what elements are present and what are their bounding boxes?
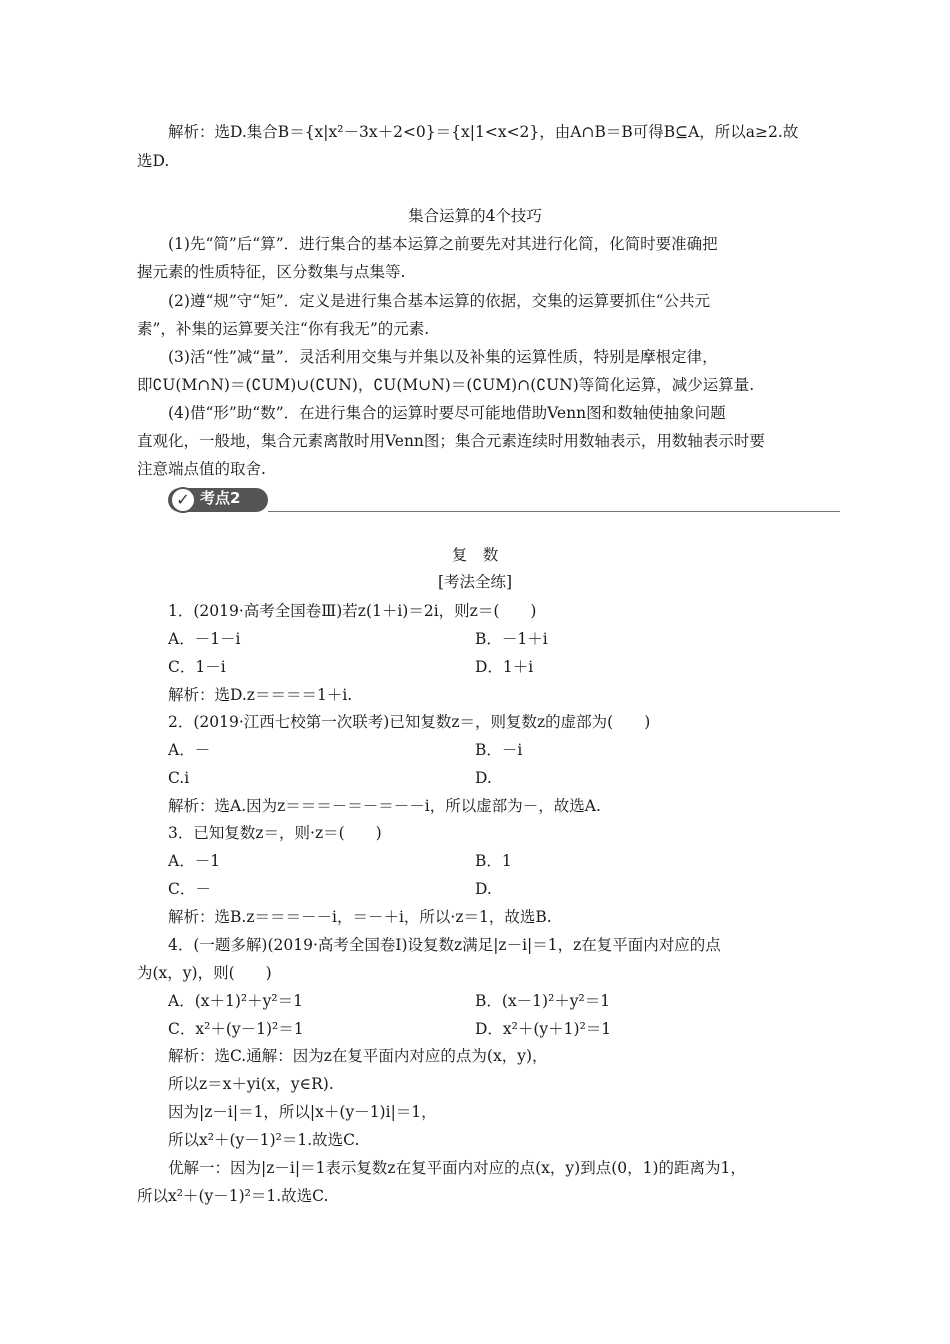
divider bbox=[268, 511, 840, 512]
answer-text: 因为|z－i|＝1，所以|x＋(y－1)i|＝1， bbox=[168, 1103, 437, 1121]
tips-line: 即∁U(M∩N)＝(∁UM)∪(∁UN)，∁U(M∪N)＝(∁UM)∩(∁UN)等简化运算，减少运算量. bbox=[137, 376, 755, 394]
tips-line: 注意端点值的取舍. bbox=[137, 460, 266, 478]
tips-line: (4)借“形”助“数”．在进行集合的运算时要尽可能地借助Venn图和数轴使抽象问题 bbox=[168, 404, 726, 422]
tips-title: 集合运算的4个技巧 bbox=[408, 207, 542, 225]
answer-text: 解析：选B.z＝＝＝－－i，＝－＋i，所以·z＝1，故选B. bbox=[168, 908, 552, 926]
answer-text: 所以x²＋(y－1)²＝1.故选C. bbox=[137, 1187, 329, 1205]
question-stem-cont: 为(x，y)，则( ) bbox=[137, 964, 272, 982]
tips-line: (1)先“简”后“算”．进行集合的基本运算之前要先对其进行化简，化简时要准确把 bbox=[168, 235, 718, 253]
answer-text: 优解一：因为|z－i|＝1表示复数z在复平面内对应的点(x，y)到点(0，1)的距离为1， bbox=[168, 1159, 746, 1177]
option-a: A．(x＋1)²＋y²＝1 bbox=[168, 992, 303, 1010]
section-title: 复 数 bbox=[451, 546, 499, 564]
answer-text: 解析：选A.因为z＝＝＝－＝－＝－－i，所以虚部为－，故选A. bbox=[168, 797, 601, 815]
answer-text: 解析：选C.通解：因为z在复平面内对应的点为(x，y)， bbox=[168, 1047, 548, 1065]
answer-text: 所以x²＋(y－1)²＝1.故选C. bbox=[168, 1131, 360, 1149]
section-subtitle: [考法全练] bbox=[437, 573, 513, 591]
option-b: B．－i bbox=[475, 741, 523, 759]
option-b: B．(x－1)²＋y²＝1 bbox=[475, 992, 611, 1010]
tips-line: 素”，补集的运算要关注“你有我无”的元素. bbox=[137, 320, 430, 338]
option-a: A．－1－i bbox=[168, 630, 241, 648]
intro-answer-line1: 解析：选D.集合B＝{x|x²－3x＋2<0}＝{x|1<x<2}，由A∩B＝B可得B⊆A，所以a≥2.故 bbox=[168, 123, 799, 141]
check-icon: ✓ bbox=[170, 487, 196, 513]
option-a: A．－1 bbox=[168, 852, 221, 870]
question-stem: 2．(2019·江西七校第一次联考)已知复数z＝，则复数z的虚部为( ) bbox=[168, 713, 651, 731]
badge-label: 考点2 bbox=[200, 489, 241, 507]
option-a: A．－ bbox=[168, 741, 211, 759]
option-b: B．1 bbox=[475, 852, 512, 870]
option-d: D. bbox=[475, 880, 492, 898]
answer-text: 所以z＝x＋yi(x，y∈R). bbox=[168, 1075, 334, 1093]
section-badge bbox=[168, 486, 840, 514]
option-d: D．1＋i bbox=[475, 658, 534, 676]
answer-text: 解析：选D.z＝＝＝＝1＋i. bbox=[168, 686, 353, 704]
option-c: C．1－i bbox=[168, 658, 226, 676]
option-d: D．x²＋(y＋1)²＝1 bbox=[475, 1020, 612, 1038]
option-b: B．－1＋i bbox=[475, 630, 548, 648]
option-c: C.i bbox=[168, 769, 190, 787]
question-stem: 3．已知复数z＝，则·z＝( ) bbox=[168, 824, 382, 842]
option-c: C．－ bbox=[168, 880, 211, 898]
tips-line: 直观化，一般地，集合元素离散时用Venn图；集合元素连续时用数轴表示，用数轴表示时要 bbox=[137, 432, 765, 450]
option-c: C．x²＋(y－1)²＝1 bbox=[168, 1020, 304, 1038]
question-stem: 1．(2019·高考全国卷Ⅲ)若z(1＋i)＝2i，则z＝( ) bbox=[168, 602, 537, 620]
option-d: D. bbox=[475, 769, 492, 787]
tips-line: (2)遵“规”守“矩”．定义是进行集合基本运算的依据，交集的运算要抓住“公共元 bbox=[168, 292, 711, 310]
tips-line: (3)活“性”减“量”．灵活利用交集与并集以及补集的运算性质，特别是摩根定律， bbox=[168, 348, 718, 366]
question-stem: 4．(一题多解)(2019·高考全国卷Ⅰ)设复数z满足|z－i|＝1，z在复平面内对应的点 bbox=[168, 936, 721, 954]
intro-answer-line2: 选D. bbox=[137, 152, 170, 170]
tips-line: 握元素的性质特征，区分数集与点集等. bbox=[137, 263, 406, 281]
